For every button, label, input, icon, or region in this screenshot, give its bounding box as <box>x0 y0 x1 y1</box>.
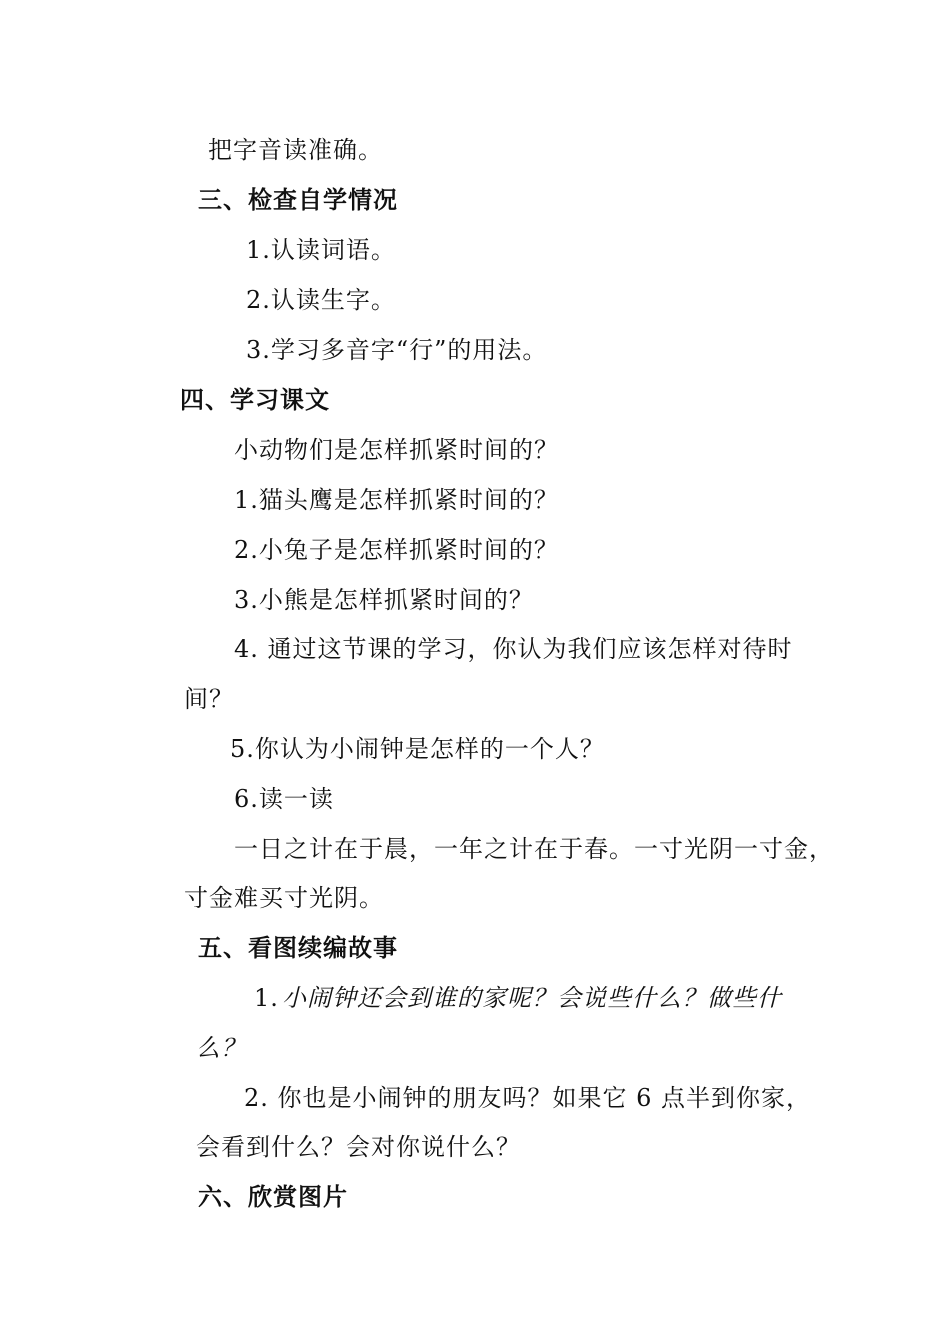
list-item: 4. 通过这节课的学习，你认为我们应该怎样对待时 <box>234 635 793 663</box>
list-item: 1.猫头鹰是怎样抓紧时间的？ <box>234 486 559 514</box>
paragraph-line: 间？ <box>184 685 234 713</box>
list-item: 6.读一读 <box>234 785 334 813</box>
list-item: 2. 你也是小闹钟的朋友吗？如果它 6 点半到你家， <box>244 1084 812 1112</box>
list-item: 2.小兔子是怎样抓紧时间的？ <box>234 536 559 564</box>
paragraph-line: 寸金难买寸光阴。 <box>184 884 384 912</box>
paragraph-line: 小动物们是怎样抓紧时间的？ <box>234 436 559 464</box>
section-heading: 五、看图续编故事 <box>198 934 398 962</box>
section-heading: 六、欣赏图片 <box>198 1183 348 1211</box>
section-heading: 三、检查自学情况 <box>198 186 398 214</box>
list-item: 3.小熊是怎样抓紧时间的？ <box>234 586 534 614</box>
list-item: 2.认读生字。 <box>246 286 396 314</box>
section-heading: 四、学习课文 <box>180 386 330 414</box>
list-item: 小闹钟还会到谁的家呢？会说些什么？做些什 <box>282 984 782 1012</box>
paragraph-line: 么？ <box>196 1034 246 1062</box>
list-item-number: 1. <box>254 984 279 1012</box>
paragraph-line: 一日之计在于晨，一年之计在于春。一寸光阴一寸金， <box>234 835 834 863</box>
paragraph-line: 会看到什么？会对你说什么？ <box>196 1133 521 1161</box>
list-item: 5.你认为小闹钟是怎样的一个人？ <box>230 735 605 763</box>
list-item: 1.认读词语。 <box>246 236 396 264</box>
paragraph-line: 把字音读准确。 <box>208 136 383 164</box>
list-item: 3.学习多音字“行”的用法。 <box>246 336 548 364</box>
